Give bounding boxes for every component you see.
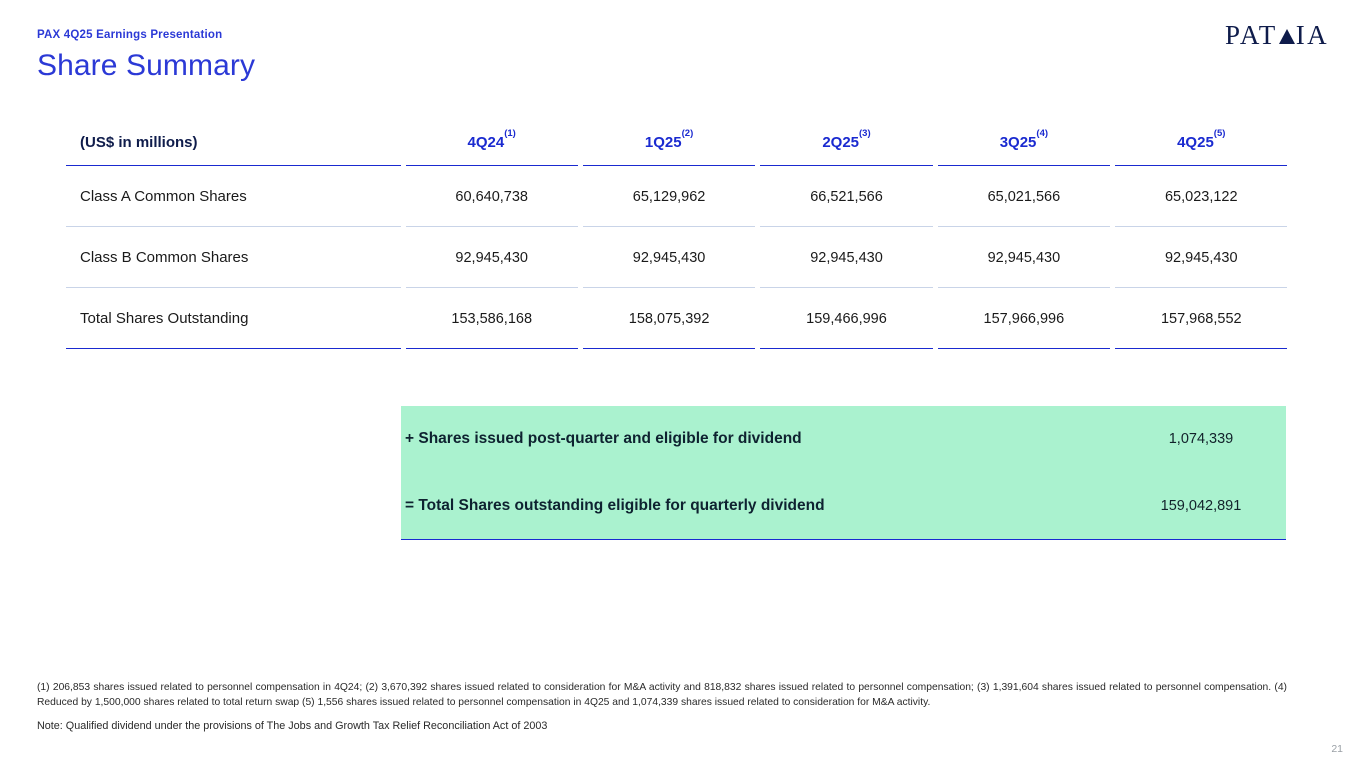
share-summary-table bbox=[66, 127, 1290, 349]
footnote-ref: (4) bbox=[1036, 127, 1049, 139]
footnote-ref: (3) bbox=[859, 127, 871, 139]
cell-total-4q24: 153,586,168 bbox=[403, 288, 580, 349]
cell-total-2q25: 159,466,996 bbox=[758, 288, 935, 349]
cell-total-4q25: 157,968,552 bbox=[1113, 288, 1290, 349]
patria-logo bbox=[1225, 20, 1329, 51]
triangle-icon bbox=[1279, 29, 1295, 44]
cell-class-b-4q24: 92,945,430 bbox=[403, 227, 580, 288]
highlight-value-shares-issued: 1,074,339 bbox=[1168, 431, 1234, 447]
highlight-value-total-eligible: 159,042,891 bbox=[1160, 497, 1242, 514]
cell-class-a-4q24: 60,640,738 bbox=[403, 166, 580, 227]
cell-total-3q25: 157,966,996 bbox=[935, 288, 1112, 349]
highlight-row-shares-issued bbox=[401, 406, 1286, 472]
logo-text-right: IA bbox=[1295, 20, 1329, 50]
column-header-units: (US$ in millions) bbox=[66, 133, 403, 166]
cell-class-b-2q25: 92,945,430 bbox=[758, 227, 935, 288]
footnote-note: Note: Qualified dividend under the provisions of The Jobs and Growth Tax Relief Reconciliation Act of 2003 bbox=[37, 719, 548, 732]
cell-class-a-2q25: 66,521,566 bbox=[758, 166, 935, 227]
column-header-3q25: 3Q25$^{(4)}$ bbox=[935, 133, 1112, 166]
cell-class-b-4q25: 92,945,430 bbox=[1113, 227, 1290, 288]
table-row bbox=[66, 288, 1290, 349]
page-title: Share Summary bbox=[37, 49, 256, 82]
table-header-row bbox=[66, 133, 1290, 166]
footnote-ref: (2) bbox=[681, 127, 694, 139]
footnote-line: (1) 206,853 shares issued related to personnel compensation in 4Q24; (2) 3,670,392 shares issued related to consideration for M&A activity and 818,832 shares issued related to personnel compensation; (3) 1,391,604 shares issued related to personnel compensation. (4) Reduced by 1,500,000 shares related to total return swap (5) 1,556 shares issued related to personnel compensation in 4Q25 and 1,074,339 shares issued related to consideration for M&A activity. bbox=[37, 682, 1287, 708]
footnote-ref: (5) bbox=[1213, 127, 1226, 139]
cell-class-b-3q25: 92,945,430 bbox=[935, 227, 1112, 288]
row-label-total-shares: Total Shares Outstanding bbox=[66, 288, 403, 349]
cell-total-1q25: 158,075,392 bbox=[580, 288, 757, 349]
cell-class-a-1q25: 65,129,962 bbox=[580, 166, 757, 227]
highlight-label-shares-issued: + Shares issued post-quarter and eligible for dividend bbox=[405, 430, 802, 447]
cell-class-a-3q25: 65,021,566 bbox=[935, 166, 1112, 227]
column-header-4q24: 4Q24$^{(1)}$ bbox=[403, 133, 580, 166]
column-header-2q25: 2Q25$^{(3)}$ bbox=[758, 133, 935, 166]
presentation-eyebrow: PAX 4Q25 Earnings Presentation bbox=[37, 29, 223, 41]
page-number: 21 bbox=[1331, 743, 1343, 755]
footnote-ref: (1) bbox=[504, 127, 516, 139]
footnotes bbox=[37, 681, 1287, 732]
row-label-class-b: Class B Common Shares bbox=[66, 227, 403, 288]
column-header-4q25: 4Q25$^{(5)}$ bbox=[1113, 133, 1290, 166]
table-row bbox=[66, 227, 1290, 288]
row-label-class-a: Class A Common Shares bbox=[66, 166, 403, 227]
highlight-rows bbox=[401, 406, 1286, 540]
logo-text-left: PAT bbox=[1224, 20, 1278, 50]
cell-class-a-4q25: 65,023,122 bbox=[1113, 166, 1290, 227]
table-row bbox=[66, 166, 1290, 227]
column-header-1q25: 1Q25$^{(2)}$ bbox=[580, 133, 757, 166]
highlight-label-total-eligible: = Total Shares outstanding eligible for quarterly dividend bbox=[405, 496, 825, 514]
highlight-row-total-eligible bbox=[401, 472, 1286, 540]
cell-class-b-1q25: 92,945,430 bbox=[580, 227, 757, 288]
